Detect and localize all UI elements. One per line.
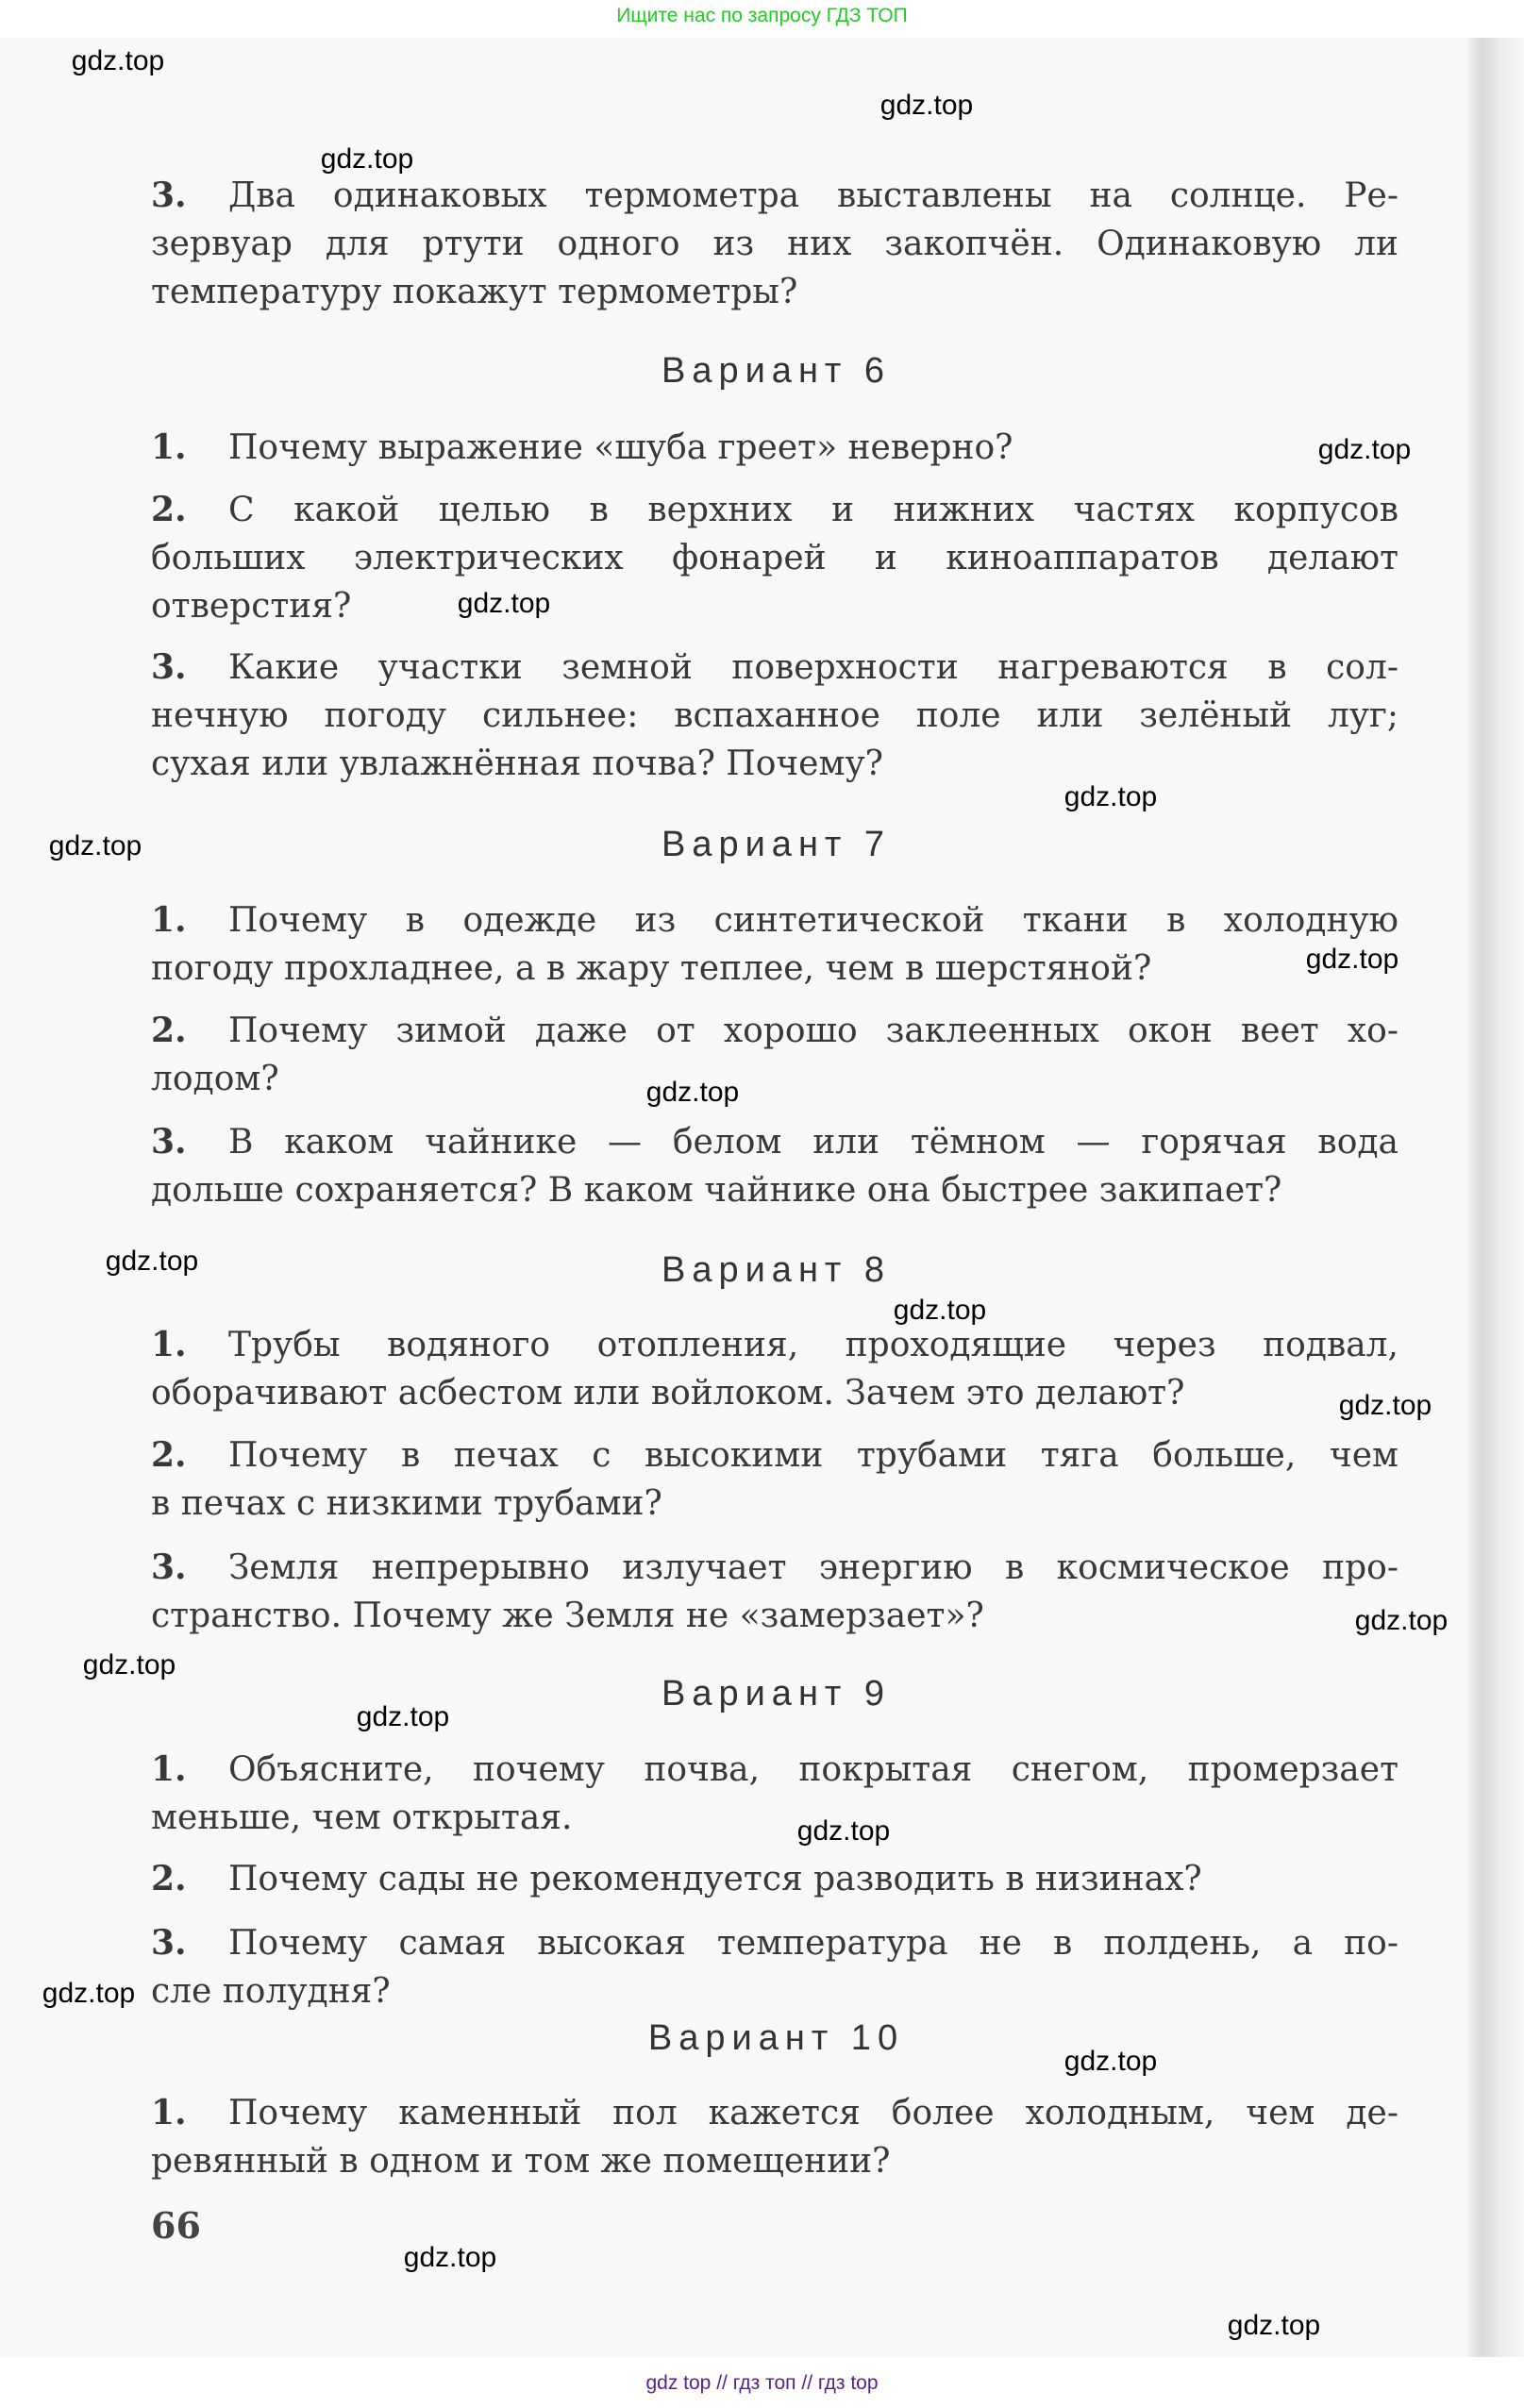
watermark-text: gdz.top [105,1246,199,1277]
variant-heading: Вариант 6 [661,351,892,391]
question-number: 3. [151,1923,187,1963]
question-number: 2. [151,1859,187,1898]
question-item [151,1544,1398,1640]
watermark-text: gdz.top [1317,434,1412,465]
variant-heading: Вариант 7 [661,825,892,864]
question-text: С какой целью в верхних и нижних частях корпусов [228,491,1398,529]
question-item [151,486,1398,630]
question-text: в печах с низкими трубами? [151,1484,662,1523]
question-text: оборачивают асбестом или войлоком. Зачем это делают? [151,1374,1185,1413]
question-line [151,1007,1398,1055]
watermark-text: gdz.top [1063,781,1158,812]
question-line [151,1746,1398,1794]
top-banner [0,0,1524,38]
question-item [151,172,1398,316]
watermark-text: gdz.top [403,2242,497,2273]
watermark-text: gdz.top [1354,1605,1449,1636]
question-text: Почему в одежде из синтетической ткани в холодную [228,901,1398,940]
question-text: нечную погоду сильнее: вспаханное поле или зелёный луг; [151,696,1398,735]
question-line [151,1369,1398,1417]
question-line [151,945,1398,993]
question-number: 1. [151,427,187,467]
question-number: 1. [151,900,187,940]
question-line [151,1431,1398,1480]
question-line [151,2137,1398,2185]
question-number: 3. [151,1547,187,1587]
question-text: зервуар для ртути одного из них закопчён. Одинаковую ли [151,225,1398,263]
question-line [151,582,1398,630]
question-text: отверстия? [151,587,352,626]
question-item [151,1431,1398,1528]
page-number: 66 [151,2204,201,2247]
question-number: 3. [151,176,187,215]
banner-text[interactable]: Ищите нас по запросу ГДЗ ТОП [616,5,908,26]
question-line [151,1794,1398,1842]
question-item [151,2089,1398,2185]
watermark-text: gdz.top [82,1649,176,1681]
question-number: 2. [151,490,187,529]
question-item [151,896,1398,993]
watermark-text: gdz.top [796,1815,891,1847]
watermark-text: gdz.top [1305,944,1399,975]
question-item [151,1321,1398,1417]
question-item [151,1919,1398,2015]
question-line [151,1855,1398,1903]
question-text: Почему в печах с высокими трубами тяга больше, чем [228,1436,1398,1475]
question-line [151,1480,1398,1528]
question-line [151,268,1398,316]
question-text: Почему выражение «шуба греет» неверно? [228,428,1013,467]
question-item [151,1746,1398,1842]
question-number: 1. [151,2093,187,2132]
question-text: Два одинаковых термометра выставлены на солнце. Ре- [228,176,1398,215]
question-text: погоду прохладнее, а в жару теплее, чем в шерстяной? [151,949,1152,988]
question-item [151,424,1398,472]
question-number: 1. [151,1325,187,1364]
watermark-text: gdz.top [71,45,165,76]
question-text: меньше, чем открытая. [151,1798,573,1837]
question-line [151,1321,1398,1369]
question-line [151,172,1398,220]
watermark-text: gdz.top [1227,2310,1321,2341]
question-item [151,1855,1398,1903]
question-text: дольше сохраняется? В каком чайнике она быстрее закипает? [151,1171,1282,1210]
question-line [151,1544,1398,1592]
question-line [151,534,1398,582]
question-text: Трубы водяного отопления, проходящие через подвал, [228,1326,1398,1364]
question-line [151,896,1398,945]
question-line [151,2089,1398,2137]
question-line [151,1967,1398,2015]
question-text: больших электрических фонарей и киноаппаратов делают [151,539,1398,577]
question-item [151,1007,1398,1103]
question-line [151,692,1398,740]
question-line [151,1166,1398,1214]
question-number: 2. [151,1011,187,1050]
question-number: 2. [151,1435,187,1475]
question-text: Почему самая высокая температура не в полдень, а по- [228,1924,1398,1963]
question-text: Почему сады не рекомендуется разводить в низинах? [228,1860,1202,1898]
question-text: Объясните, почему почва, покрытая снегом, промерзает [228,1750,1398,1789]
question-line [151,486,1398,534]
variant-heading: Вариант 8 [661,1250,892,1290]
watermark-text: gdz.top [320,143,414,175]
variant-heading: Вариант 10 [647,2018,905,2058]
question-line [151,424,1398,472]
question-item [151,644,1398,788]
watermark-text: gdz.top [1338,1390,1432,1421]
question-text: Земля непрерывно излучает энергию в космическое про- [228,1548,1398,1587]
question-text: температуру покажут термометры? [151,273,798,311]
question-text: ревянный в одном и том же помещении? [151,2142,891,2181]
question-line [151,1592,1398,1640]
question-line [151,740,1398,788]
question-number: 1. [151,1749,187,1789]
question-item [151,1118,1398,1214]
watermark-text: gdz.top [457,588,551,619]
question-text: лодом? [151,1060,279,1098]
variant-heading: Вариант 9 [661,1674,892,1714]
question-number: 3. [151,647,187,687]
question-text: Почему каменный пол кажется более холодным, чем де- [228,2094,1398,2132]
footer-links[interactable]: gdz top // гдз топ // гдз top [645,2372,879,2394]
watermark-text: gdz.top [48,830,142,861]
watermark-text: gdz.top [42,1978,136,2009]
watermark-text: gdz.top [879,90,974,121]
question-number: 3. [151,1122,187,1162]
watermark-text: gdz.top [1063,2046,1158,2077]
question-line [151,1055,1398,1103]
watermark-text: gdz.top [893,1295,987,1326]
question-text: сухая или увлажнённая почва? Почему? [151,744,883,783]
watermark-text: gdz.top [356,1701,450,1732]
question-text: Почему зимой даже от хорошо заклеенных окон веет хо- [228,1012,1398,1050]
question-line [151,1919,1398,1967]
question-text: сле полудня? [151,1972,391,2011]
question-line [151,220,1398,268]
question-line [151,644,1398,692]
watermark-text: gdz.top [645,1077,740,1108]
question-line [151,1118,1398,1166]
question-text: странство. Почему же Земля не «замерзает»? [151,1597,984,1635]
question-text: В каком чайнике — белом или тёмном — горячая вода [228,1123,1398,1162]
question-text: Какие участки земной поверхности нагреваются в сол- [228,648,1398,687]
